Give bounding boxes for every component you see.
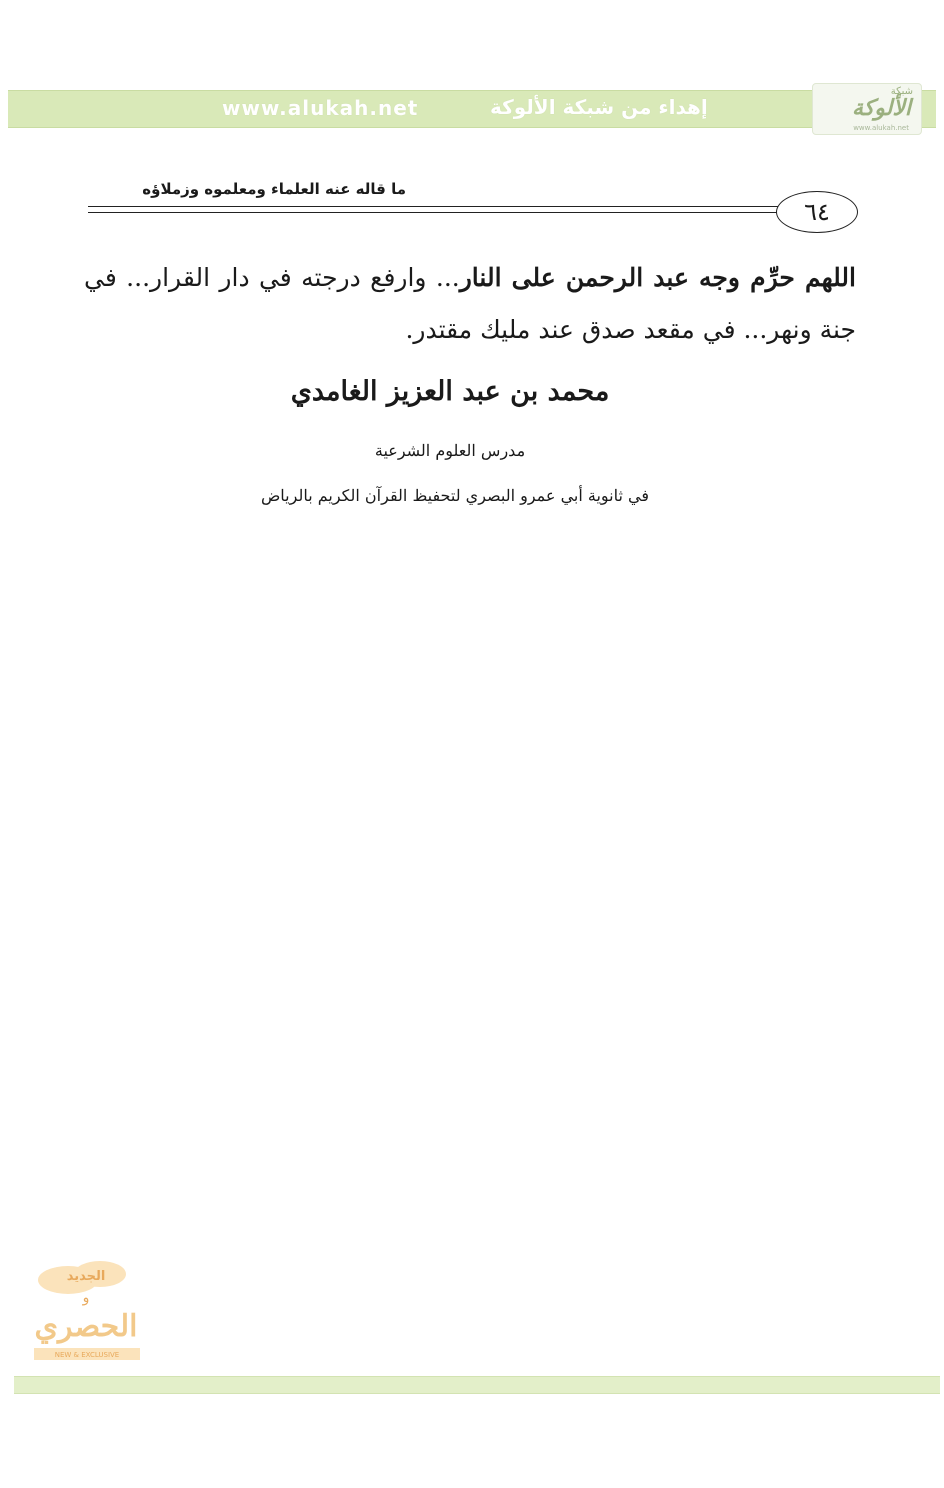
header-rule [88, 206, 778, 213]
alukah-logo [812, 83, 922, 135]
author-name: محمد بن عبد العزيز الغامدي [290, 376, 610, 407]
prayer-rest-text: ... وارفع درجته في دار القرار... في جنة ونهر... في مقعد صدق عند مليك مقتدر. [84, 263, 856, 344]
logo-main-text: الألوكة [852, 96, 911, 121]
stamp-middle-text: و [82, 1290, 90, 1306]
stamp-top-text: الجديد [66, 1269, 106, 1284]
stamp-main-text: الحصري [34, 1309, 138, 1344]
logo-url-text: www.alukah.net [853, 124, 909, 132]
logo-small-text: شبكة [890, 86, 913, 97]
new-exclusive-stamp [28, 1250, 146, 1362]
page-number: ٦٤ [776, 191, 858, 233]
banner-url: www.alukah.net [222, 96, 419, 120]
running-title: ما قاله عنه العلماء ومعلموه وزملاؤه [142, 180, 406, 198]
stamp-bottom-text: NEW & EXCLUSIVE [54, 1351, 120, 1359]
top-banner [8, 90, 936, 128]
author-school: في ثانوية أبي عمرو البصري لتحفيظ القرآن الكريم بالرياض [260, 486, 650, 505]
author-role: مدرس العلوم الشرعية [374, 441, 526, 460]
prayer-bold-text: اللهم حرِّم وجه عبد الرحمن على النار [459, 263, 856, 292]
bottom-banner [14, 1376, 940, 1394]
banner-gift-text: إهداء من شبكة الألوكة [490, 95, 708, 119]
prayer-paragraph [84, 252, 856, 356]
